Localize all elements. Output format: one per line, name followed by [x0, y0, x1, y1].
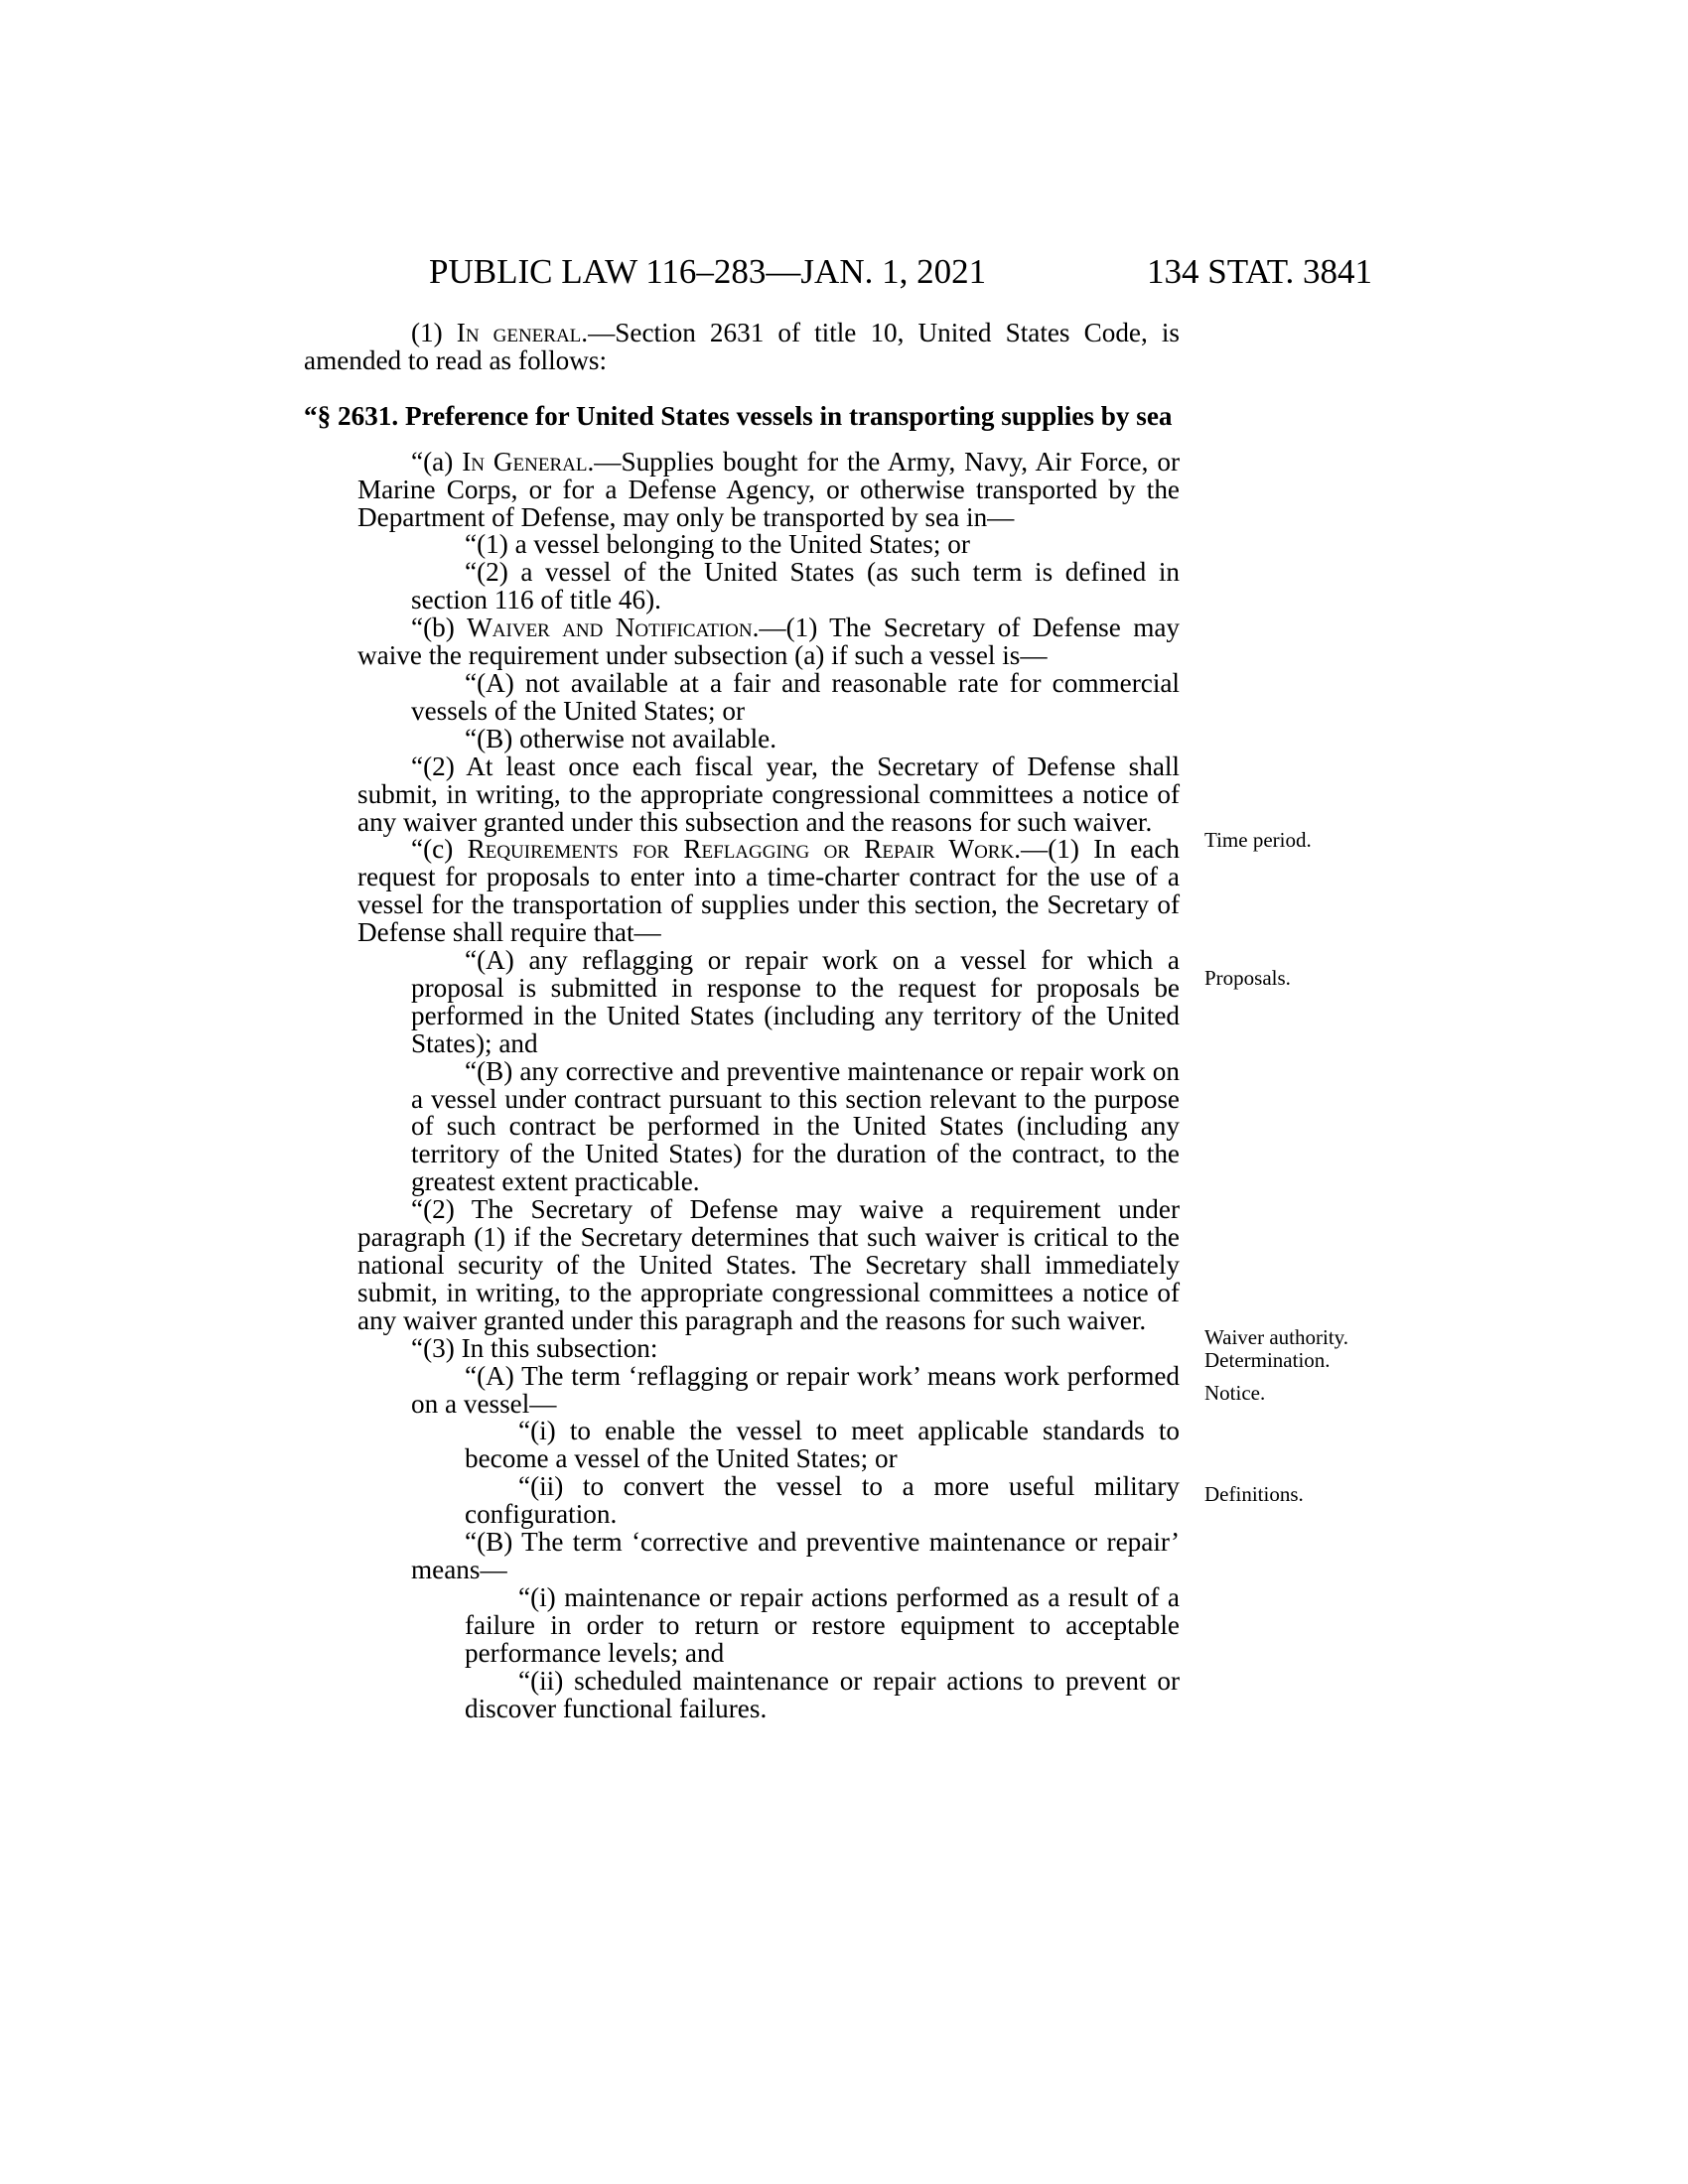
subsection-a: “(a) In General.—Supplies bought for the Army, Navy, Air Force, or Marine Corps, or for a Defense Agency, or otherwise transported by the Department of Defense, may only be transported by sea in— [357, 446, 1180, 532]
public-law-citation: PUBLIC LAW 116–283—JAN. 1, 2021 [429, 252, 987, 291]
margin-note-proposals: Proposals. [1204, 966, 1291, 990]
subsection-b: “(b) Waiver and Notification.—(1) The Secretary of Defense may waive the requirement under subsection (a) if such a vessel is— [357, 613, 1180, 671]
subsection-c-subparagraph-b: “(B) any corrective and preventive maintenance or repair work on a vessel under contract pursuant to this section relevant to the purpose of such contract be performed in the United States (including any territory of the United States) for the duration of the contract, to the greatest extent practicable. [411, 1055, 1180, 1197]
subsection-c-caption: Requirements for Reflagging or Repair Work [467, 834, 1015, 865]
subsection-c-paragraph-3-a-i: “(i) to enable the vessel to meet applicable standards to become a vessel of the United States; or [465, 1416, 1180, 1474]
margin-note-determination: Determination. [1204, 1348, 1331, 1372]
subsection-a-paragraph-1: “(1) a vessel belonging to the United States; or [465, 529, 970, 560]
margin-note-time-period: Time period. [1204, 828, 1312, 852]
intro-paragraph: (1) In general.—Section 2631 of title 10, United States Code, is amended to read as follows: [304, 318, 1180, 375]
subsection-b-subparagraph-b: “(B) otherwise not available. [465, 723, 777, 753]
running-header [429, 249, 1372, 295]
section-heading: “§ 2631. Preference for United States vessels in transporting supplies by sea [304, 400, 1173, 431]
subsection-b-paragraph-2: “(2) At least once each fiscal year, the Secretary of Defense shall submit, in writing, to the appropriate congressional committees a notice of any waiver granted under this subsection and the reasons for such waiver. [357, 751, 1180, 837]
section-heading-block [304, 400, 1180, 431]
subsection-c-paragraph-3-b-ii: “(ii) scheduled maintenance or repair actions to prevent or discover functional failures. [465, 1665, 1180, 1723]
subsection-c-paragraph-3-a-ii: “(ii) to convert the vessel to a more useful military configuration. [465, 1471, 1180, 1530]
subsection-c-paragraph-3-a: “(A) The term ‘reflagging or repair work’ means work performed on a vessel— [411, 1360, 1180, 1419]
subsection-c-subparagraph-a: “(A) any reflagging or repair work on a vessel for which a proposal is submitted in response to the request for proposals be performed in the United States (including any territory of the United States); and [411, 945, 1180, 1058]
subsection-c-paragraph-3: “(3) In this subsection: [411, 1332, 658, 1363]
subsection-c: “(c) Requirements for Reflagging or Repair Work.—(1) In each request for proposals to enter into a time-charter contract for the use of a vessel for the transportation of supplies under this section, the Secretary of Defense shall require that— [357, 834, 1180, 948]
subsection-a-paragraph-2: “(2) a vessel of the United States (as such term is defined in section 116 of title 46). [411, 557, 1180, 615]
subsection-c-paragraph-3-b-i: “(i) maintenance or repair actions performed as a result of a failure in order to return or restore equipment to acceptable performance levels; and [465, 1581, 1180, 1668]
intro-caption: In general [456, 318, 582, 347]
subsection-b-subparagraph-a: “(A) not available at a fair and reasonable rate for commercial vessels of the United States; or [411, 667, 1180, 726]
subsection-c-paragraph-3-b: “(B) The term ‘corrective and preventive maintenance or repair’ means— [411, 1527, 1180, 1584]
margin-note-waiver-authority: Waiver authority. [1204, 1325, 1349, 1349]
statute-page-number: 134 STAT. 3841 [1147, 252, 1372, 291]
subsection-c-paragraph-2: “(2) The Secretary of Defense may waive a requirement under paragraph (1) if the Secretary determines that such waiver is critical to the national security of the United States. The Secretary shall immediately submit, in writing, to the appropriate congressional committees a notice of any waiver granted under this paragraph and the reasons for such waiver. [357, 1194, 1180, 1335]
margin-note-notice: Notice. [1204, 1381, 1266, 1405]
subsection-a-caption: In General [462, 446, 588, 477]
margin-note-definitions: Definitions. [1204, 1482, 1304, 1506]
subsection-b-caption: Waiver and Notification [467, 613, 753, 643]
statute-body [304, 320, 1180, 1722]
